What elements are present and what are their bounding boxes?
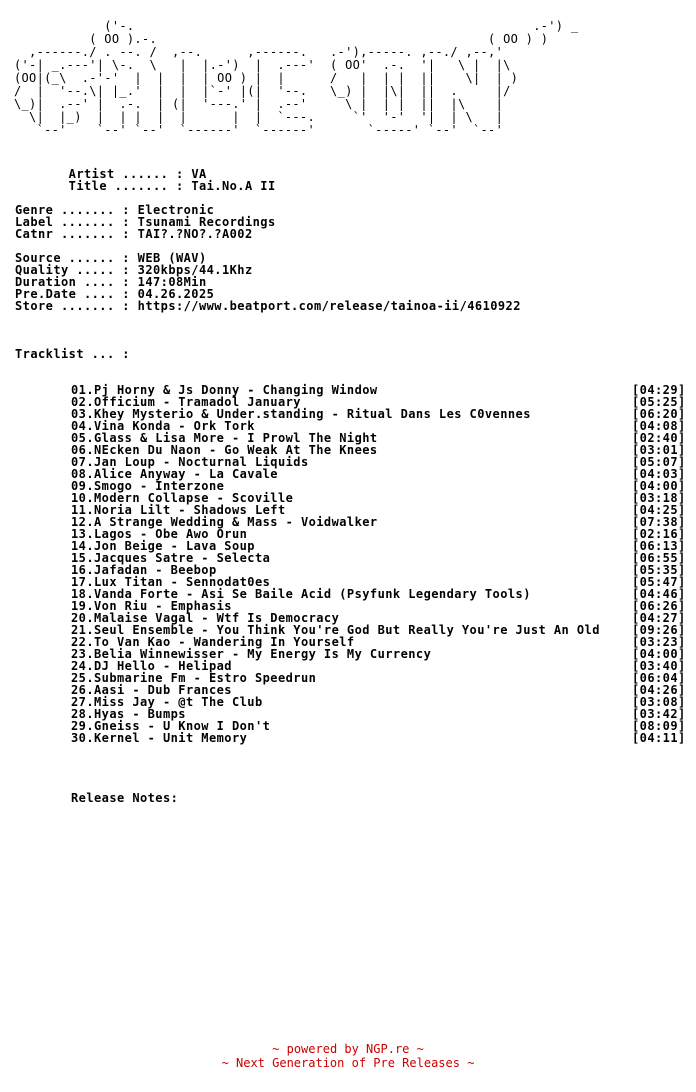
track-title: 22.To Van Kao - Wandering In Yourself [71, 635, 355, 649]
track-title: 28.Hyas - Bumps [71, 707, 186, 721]
track-duration: [04:26] [632, 683, 686, 697]
catnr-value: TAI?.?NO?.?A002 [137, 227, 253, 241]
catnr-row [15, 228, 276, 240]
artist-value: VA [191, 167, 207, 181]
track-title: 19.Von Riu - Emphasis [71, 599, 232, 613]
track-duration: [09:26] [632, 623, 686, 637]
track-duration: [04:11] [632, 731, 686, 745]
artist-label: Artist ...... : [68, 167, 184, 181]
track-title: 13.Lagos - Obe Awo Orun [71, 527, 248, 541]
track-title: 04.Vina Konda - Ork Tork [71, 419, 255, 433]
release-info [15, 168, 276, 192]
track-duration: [02:40] [632, 431, 686, 445]
genre-value: Electronic [137, 203, 215, 217]
track-duration: [03:23] [632, 635, 686, 649]
track-title: 02.Officium - Tramadol January [71, 395, 301, 409]
genre-info [15, 204, 276, 240]
track-title: 10.Modern Collapse - Scoville [71, 491, 294, 505]
track-duration: [06:26] [632, 599, 686, 613]
track-duration: [04:27] [632, 611, 686, 625]
track-duration: [07:38] [632, 515, 686, 529]
track-title: 08.Alice Anyway - La Cavale [71, 467, 278, 481]
track-duration: [03:42] [632, 707, 686, 721]
track-duration: [04:08] [632, 419, 686, 433]
track-title: 24.DJ Hello - Helipad [71, 659, 232, 673]
track-duration: [03:40] [632, 659, 686, 673]
track-title: 01.Pj Horny & Js Donny - Changing Window [71, 383, 378, 397]
duration-value: 147:08Min [137, 275, 207, 289]
track-duration: [06:55] [632, 551, 686, 565]
track-title: 20.Malaise Vagal - Wtf Is Democracy [71, 611, 340, 625]
footer [0, 1042, 696, 1070]
track-duration: [04:29] [632, 383, 686, 397]
source-info [15, 252, 521, 312]
track-title: 29.Gneiss - U Know I Don't [71, 719, 271, 733]
track-title: 09.Smogo - Interzone [71, 479, 225, 493]
track-title: 25.Submarine Fm - Estro Speedrun [71, 671, 317, 685]
genre-label: Genre ....... : [15, 203, 130, 217]
predate-label: Pre.Date .... : [15, 287, 130, 301]
track-duration: [06:20] [632, 407, 686, 421]
track-duration: [08:09] [632, 719, 686, 733]
track-duration: [04:03] [632, 467, 686, 481]
track-title: 14.Jon Beige - Lava Soup [71, 539, 255, 553]
quality-label: Quality ..... : [15, 263, 130, 277]
ascii-art-logo: ('-. .-') _ ( OO ).-. ( OO ) ) ,------./ . --. / ,--. ,------. .-'),-----. ,--./ ,--,' ('-| _.---'| \-. \ | |.-') | .---' ( OO' .-. '| \ | |\ (OO|(_\ .-'-' | | | | OO ) | | / | | | || \| | ) / | '--.\| |_.' | | |`-' |(| '--. \_) | |\| || . |/ \_)| .--' | .-. | (| '---.' | .--' \ | | | || |\ | \| |_) | | | | | | | `---. `' '-' '| | \ | `--' `--' `--' `------' `------' `-----' `--' `--' [14, 19, 579, 137]
track-duration: [04:46] [632, 587, 686, 601]
track-title: 21.Seul Ensemble - You Think You're God But Really You're Just An Old [71, 623, 600, 637]
track-title: 03.Khey Mysterio & Under.standing - Ritual Dans Les C0vennes [71, 407, 531, 421]
tracklist-header: Tracklist ... : [15, 347, 130, 361]
track-duration: [05:25] [632, 395, 686, 409]
track-title: 17.Lux Titan - Sennodat0es [71, 575, 271, 589]
release-notes-heading: Release Notes: [71, 791, 179, 805]
track-duration: [06:13] [632, 539, 686, 553]
track-title: 30.Kernel - Unit Memory [71, 731, 248, 745]
track-title: 16.Jafadan - Beebop [71, 563, 217, 577]
track-duration: [06:04] [632, 671, 686, 685]
track-duration: [05:47] [632, 575, 686, 589]
track-duration: [03:18] [632, 491, 686, 505]
label-label: Label ....... : [15, 215, 130, 229]
store-label: Store ....... : [15, 299, 130, 313]
title-label: Title ....... : [68, 179, 184, 193]
track-title: 11.Noria Lilt - Shadows Left [71, 503, 286, 517]
store-row [15, 300, 521, 312]
quality-value: 320kbps/44.1Khz [137, 263, 253, 277]
track-title: 07.Jan Loup - Nocturnal Liquids [71, 455, 309, 469]
duration-label: Duration .... : [15, 275, 130, 289]
track-title: 06.NEcken Du Naon - Go Weak At The Knees [71, 443, 378, 457]
source-label: Source ...... : [15, 251, 130, 265]
track-title: 23.Belia Winnewisser - My Energy Is My Currency [71, 647, 432, 661]
source-value: WEB (WAV) [137, 251, 207, 265]
track-duration: [04:00] [632, 647, 686, 661]
track-row [0, 732, 696, 744]
track-duration: [05:07] [632, 455, 686, 469]
track-title: 27.Miss Jay - @t The Club [71, 695, 263, 709]
track-title: 12.A Strange Wedding & Mass - Voidwalker [71, 515, 378, 529]
track-title: 26.Aasi - Dub Frances [71, 683, 232, 697]
footer-powered-by[interactable]: ~ powered by NGP.re ~ [272, 1042, 424, 1056]
track-duration: [04:00] [632, 479, 686, 493]
tracklist [0, 384, 696, 744]
title-row [15, 180, 276, 192]
track-title: 15.Jacques Satre - Selecta [71, 551, 271, 565]
predate-value: 04.26.2025 [137, 287, 215, 301]
track-title: 05.Glass & Lisa More - I Prowl The Night [71, 431, 378, 445]
label-value: Tsunami Recordings [137, 215, 276, 229]
track-title: 18.Vanda Forte - Asi Se Baile Acid (Psyfunk Legendary Tools) [71, 587, 531, 601]
title-value: Tai.No.A II [191, 179, 276, 193]
footer-tagline: ~ Next Generation of Pre Releases ~ [221, 1056, 475, 1070]
track-duration: [03:08] [632, 695, 686, 709]
catnr-label: Catnr ....... : [15, 227, 130, 241]
track-duration: [03:01] [632, 443, 686, 457]
track-duration: [02:16] [632, 527, 686, 541]
store-link[interactable]: https://www.beatport.com/release/tainoa-ii/4610922 [137, 299, 521, 313]
track-duration: [05:35] [632, 563, 686, 577]
track-duration: [04:25] [632, 503, 686, 517]
